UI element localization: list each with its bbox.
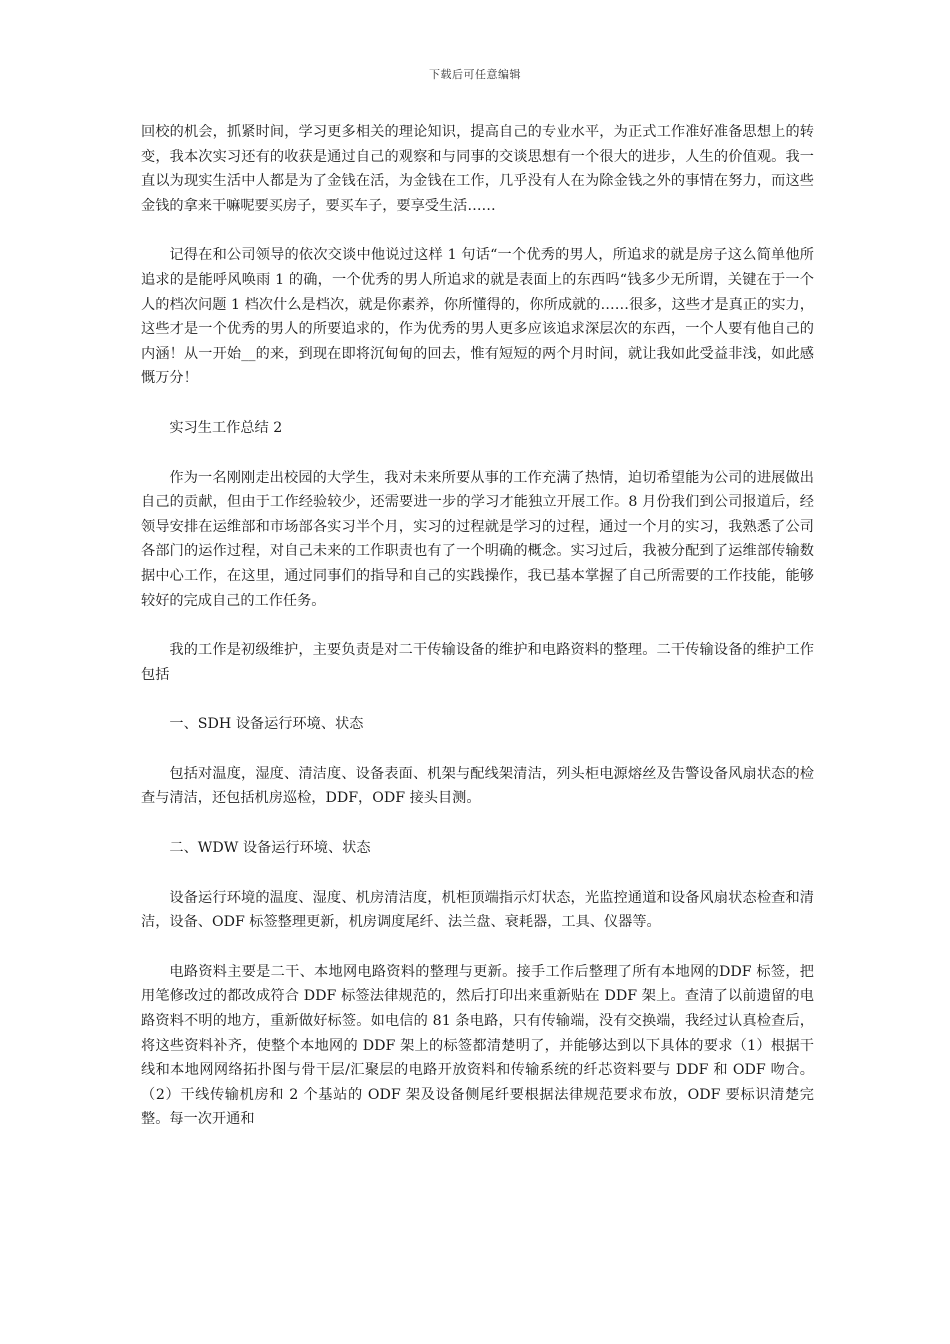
paragraph-3: 作为一名刚刚走出校园的大学生，我对未来所要从事的工作充满了热情，迫切希望能为公司的进展做出自己的贡献，但由于工作经验较少，还需要进一步的学习才能独立开展工作。8 月份我们到公司报道后，经领导安排在运维部和市场部各实习半个月，实习的过程就是学习的过程，通过一个月的实习，我熟悉了公司各部门的运作过程，对自己未来的工作职责也有了一个明确的概念。实习过后，我被分配到了运维部传输数据中心工作，在这里，通过同事们的指导和自己的实践操作，我已基本掌握了自己所需要的工作技能，能够较好的完成自己的工作任务。 <box>141 469 814 609</box>
section-heading-summary-2: 实习生工作总结 2 <box>169 419 283 436</box>
section-heading-wdw: 二、WDW 设备运行环境、状态 <box>169 840 371 857</box>
document-body <box>141 120 814 1132</box>
paragraph-1: 回校的机会，抓紧时间，学习更多相关的理论知识，提高自己的专业水平，为正式工作准好准备思想上的转变，我本次实习还有的收获是通过自己的观察和与同事的交谈思想有一个很大的进步，人生的价值观。我一直以为现实生活中人都是为了金钱在活，为金钱在工作，几乎没有人在为除金钱之外的事情在努力，而这些金钱的拿来干嘛呢要买房子，要买车子，要享受生活…… <box>141 124 814 214</box>
paragraph-6: 设备运行环境的温度、湿度、机房清洁度，机柜顶端指示灯状态，光监控通道和设备风扇状态检查和清洁，设备、ODF 标签整理更新，机房调度尾纤、法兰盘、衰耗器，工具、仪器等。 <box>141 889 814 931</box>
page-header: 下载后可任意编辑 <box>429 68 521 81</box>
paragraph-2: 记得在和公司领导的依次交谈中他说过这样 1 句话“一个优秀的男人，所追求的就是房子这么简单他所追求的是能呼风唤雨 1 的确，一个优秀的男人所追求的就是表面上的东西吗“钱多少无所谓，关键在于一个人的档次问题 1 档次什么是档次，就是你素养，你所懂得的，你所成就的……很多，这些才是真正的实力，这些才是一个优秀的男人的所要追求的，作为优秀的男人更多应该追求深层次的东西，一个人要有他自己的内涵！从一开始__的来，到现在即将沉甸甸的回去，惟有短短的两个月时间，就让我如此受益非浅，如此感慨万分！ <box>141 247 814 387</box>
section-heading-sdh: 一、SDH 设备运行环境、状态 <box>169 716 364 733</box>
paragraph-4: 我的工作是初级维护，主要负责是对二干传输设备的维护和电路资料的整理。二干传输设备的维护工作包括 <box>141 642 814 683</box>
paragraph-5: 包括对温度，湿度、清洁度、设备表面、机架与配线架清洁，列头柜电源熔丝及告警设备风扇状态的检查与清洁，还包括机房巡检，DDF，ODF 接头目测。 <box>141 765 814 807</box>
paragraph-7: 电路资料主要是二干、本地网电路资料的整理与更新。接手工作后整理了所有本地网的DDF 标签，把用笔修改过的都改成符合 DDF 标签法律规范的，然后打印出来重新贴在 DDF 架上。查清了以前遗留的电路资料不明的地方，重新做好标签。如电信的 81 条电路，只有传输端，没有交换端，我经过认真检查后，将这些资料补齐，使整个本地网的 DDF 架上的标签都清楚明了，并能够达到以下具体的要求（1）根据干线和本地网网络拓扑图与骨干层/汇聚层的电路开放资料和传输系统的纤芯资料要与 DDF 和 ODF 吻合。（2）干线传输机房和 2 个基站的 ODF 架及设备侧尾纤要根据法律规范要求布放，ODF 要标识清楚完整。每一次开通和 <box>141 963 814 1128</box>
